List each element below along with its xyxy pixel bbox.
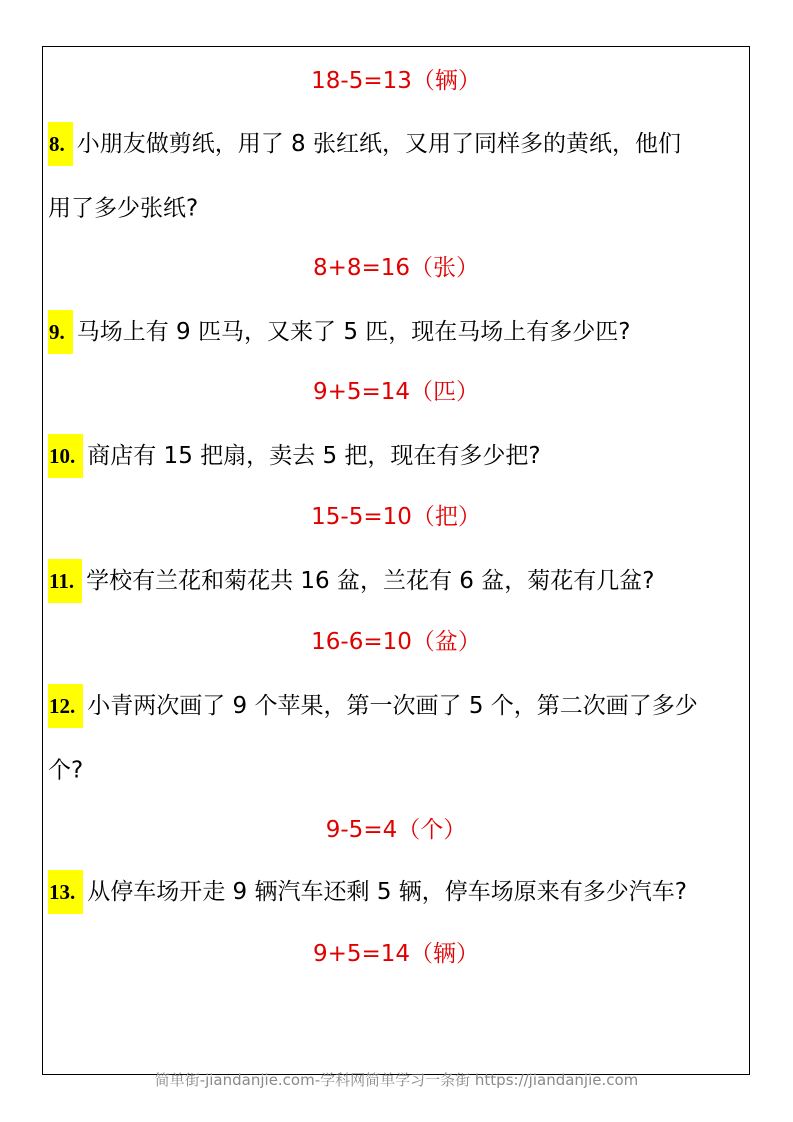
- answer-8: 8+8=16（张）: [312, 255, 480, 281]
- question-11-line-1: 学校有兰花和菊花共 16 盆，兰花有 6 盆，菊花有几盆?: [86, 568, 655, 594]
- question-8-continuation: [48, 193, 198, 224]
- question-12-continuation: [48, 755, 83, 786]
- question-12-line-2: 个?: [48, 757, 84, 784]
- question-13-line-1: 从停车场开走 9 辆汽车还剩 5 辆，停车场原来有多少汽车?: [87, 879, 687, 905]
- question-13: [48, 870, 687, 914]
- answer-11: 16-6=10（盆）: [311, 629, 481, 655]
- answer-9: 9+5=14（匹）: [312, 379, 480, 405]
- question-9-line-1: 马场上有 9 匹马，又来了 5 匹，现在马场上有多少匹?: [76, 319, 631, 345]
- question-10: [48, 434, 541, 478]
- question-number-11: 11.: [48, 559, 82, 603]
- question-8: [48, 122, 681, 166]
- question-12-line-1: 小青两次画了 9 个苹果，第一次画了 5 个，第二次画了多少: [87, 693, 698, 719]
- answer-13: 9+5=14（辆）: [312, 941, 480, 967]
- question-8-line-1: 小朋友做剪纸，用了 8 张红纸，又用了同样多的黄纸，他们: [76, 131, 682, 157]
- footer-watermark: 简单街-jiandanjie.com-学科网简单学习一条街 https://jiandanjie.com: [154, 1071, 639, 1089]
- question-11: [48, 559, 654, 603]
- question-number-13: 13.: [48, 870, 83, 914]
- question-12: [48, 684, 698, 728]
- answer-10: 15-5=10（把）: [311, 504, 481, 530]
- question-8-line-2: 用了多少张纸?: [48, 195, 199, 222]
- question-number-8: 8.: [48, 122, 73, 166]
- question-9: [48, 310, 630, 354]
- answer-7: 18-5=13（辆）: [311, 68, 481, 94]
- question-number-9: 9.: [48, 310, 73, 354]
- answer-12: 9-5=4（个）: [325, 817, 467, 843]
- question-10-line-1: 商店有 15 把扇，卖去 5 把，现在有多少把?: [87, 443, 541, 469]
- question-number-12: 12.: [48, 684, 83, 728]
- question-number-10: 10.: [48, 434, 83, 478]
